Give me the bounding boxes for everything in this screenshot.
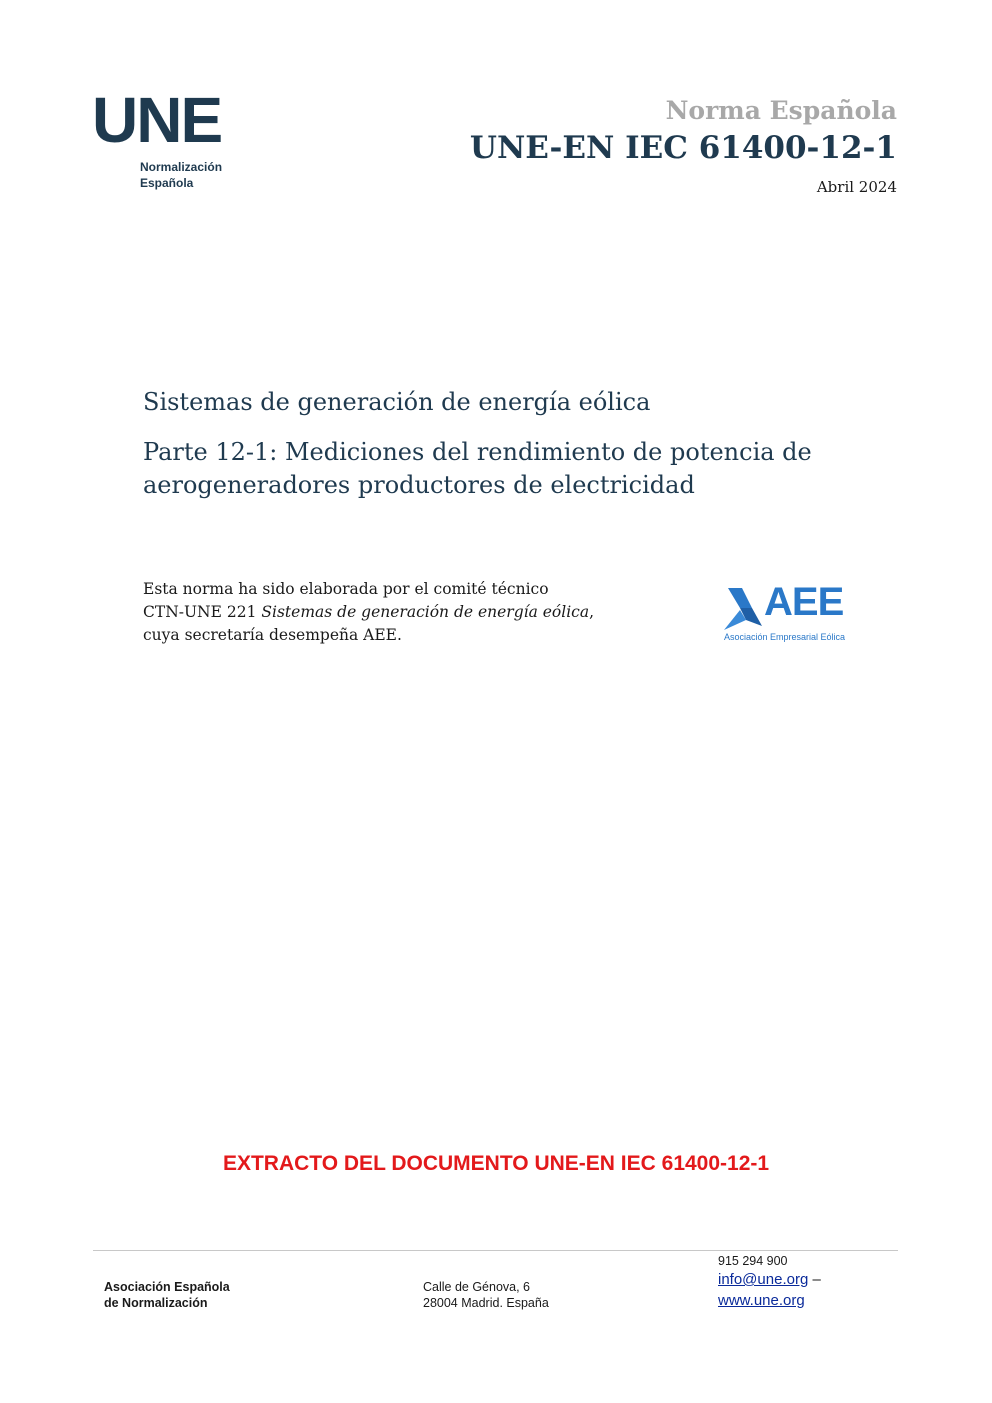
aee-logo bbox=[722, 580, 862, 646]
document-title: Sistemas de generación de energía eólica bbox=[143, 388, 651, 416]
une-logo-line2: Española bbox=[140, 176, 194, 190]
footer-org-line-2: de Normalización bbox=[104, 1296, 208, 1310]
committee-code: CTN-UNE 221 bbox=[143, 603, 262, 621]
une-wordmark: UNE bbox=[92, 84, 222, 156]
footer-web-link[interactable]: www.une.org bbox=[718, 1292, 805, 1309]
document-subtitle bbox=[143, 436, 883, 502]
aee-blade-icon bbox=[722, 586, 766, 632]
committee-line-3: cuya secretaría desempeña AEE. bbox=[143, 626, 402, 644]
une-logo-line1: Normalización bbox=[140, 160, 223, 174]
footer-email-row bbox=[718, 1271, 821, 1289]
extract-banner: EXTRACTO DEL DOCUMENTO UNE-EN IEC 61400-12-1 bbox=[222, 1152, 770, 1175]
footer-address bbox=[423, 1279, 549, 1311]
aee-subtitle: Asociación Empresarial Eólica bbox=[724, 632, 846, 642]
committee-name: Sistemas de generación de energía eólica bbox=[261, 603, 590, 621]
subtitle-line-1: Parte 12-1: Mediciones del rendimiento de potencia de bbox=[143, 438, 812, 466]
norma-date: Abril 2024 bbox=[816, 178, 897, 196]
committee-line-2 bbox=[143, 601, 663, 624]
footer-email-link[interactable]: info@une.org bbox=[718, 1271, 809, 1288]
une-logo bbox=[92, 84, 252, 198]
footer-web-row bbox=[718, 1292, 805, 1310]
footer-email-separator: – bbox=[808, 1271, 821, 1288]
subtitle-line-2: aerogeneradores productores de electricidad bbox=[143, 471, 695, 499]
norma-code: UNE-EN IEC 61400-12-1 bbox=[469, 130, 897, 166]
footer-org-line-1: Asociación Española bbox=[104, 1280, 230, 1294]
committee-comma: , bbox=[589, 603, 595, 621]
norma-label: Norma Española bbox=[665, 96, 897, 125]
footer-addr-line-1: Calle de Génova, 6 bbox=[423, 1280, 531, 1294]
footer-addr-line-2: 28004 Madrid. España bbox=[423, 1296, 549, 1310]
footer-organization bbox=[104, 1279, 230, 1311]
footer-phone: 915 294 900 bbox=[718, 1254, 788, 1268]
footer-divider bbox=[93, 1250, 898, 1251]
committee-line-1: Esta norma ha sido elaborada por el comité técnico bbox=[143, 580, 549, 598]
aee-wordmark: AEE bbox=[764, 580, 844, 624]
committee-statement bbox=[143, 578, 663, 647]
